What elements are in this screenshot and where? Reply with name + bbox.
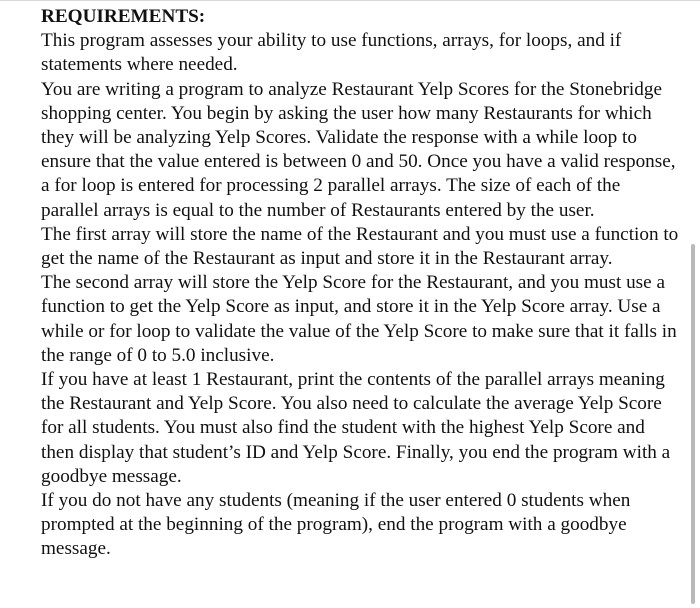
paragraph-program-overview: You are writing a program to analyze Restaurant Yelp Scores for the Stonebridge shopping center. You begin by asking the user how many Restaurants for which they will be analyzing Yelp Scores. Validate the response with a while loop to ensure that the value entered is between 0 and 50. Once you have a valid response, a for loop is entered for processing 2 parallel arrays. The size of each of the parallel arrays is equal to the number of Restaurants entered by the user. <box>41 78 676 221</box>
vertical-scrollbar[interactable] <box>691 244 695 604</box>
top-divider <box>0 0 700 1</box>
paragraph-second-array: The second array will store the Yelp Score for the Restaurant, and you must use a function to get the Yelp Score as input, and store it in the Yelp Score array. Use a while or for loop to validate the value of the Yelp Score to make sure that it falls in the range of 0 to 5.0 inclusive. <box>41 272 677 366</box>
requirements-document <box>41 5 681 562</box>
paragraph-intro: This program assesses your ability to use functions, arrays, for loops, and if statements where needed. <box>41 30 622 76</box>
paragraph-first-array: The first array will store the name of the Restaurant and you must use a function to get the name of the Restaurant as input and store it in the Restaurant array. <box>41 223 679 270</box>
paragraph-no-students: If you do not have any students (meaning if the user entered 0 students when prompted at the beginning of the program), end the program with a goodbye message. <box>41 490 631 560</box>
requirements-heading: REQUIREMENTS: <box>41 6 206 27</box>
paragraph-output: If you have at least 1 Restaurant, print the contents of the parallel arrays meaning the Restaurant and Yelp Score. You also need to calculate the average Yelp Score for all students. You must also find the student with the highest Yelp Score and then display that student’s ID and Yelp Score. Finally, you end the program with a goodbye message. <box>41 369 671 487</box>
